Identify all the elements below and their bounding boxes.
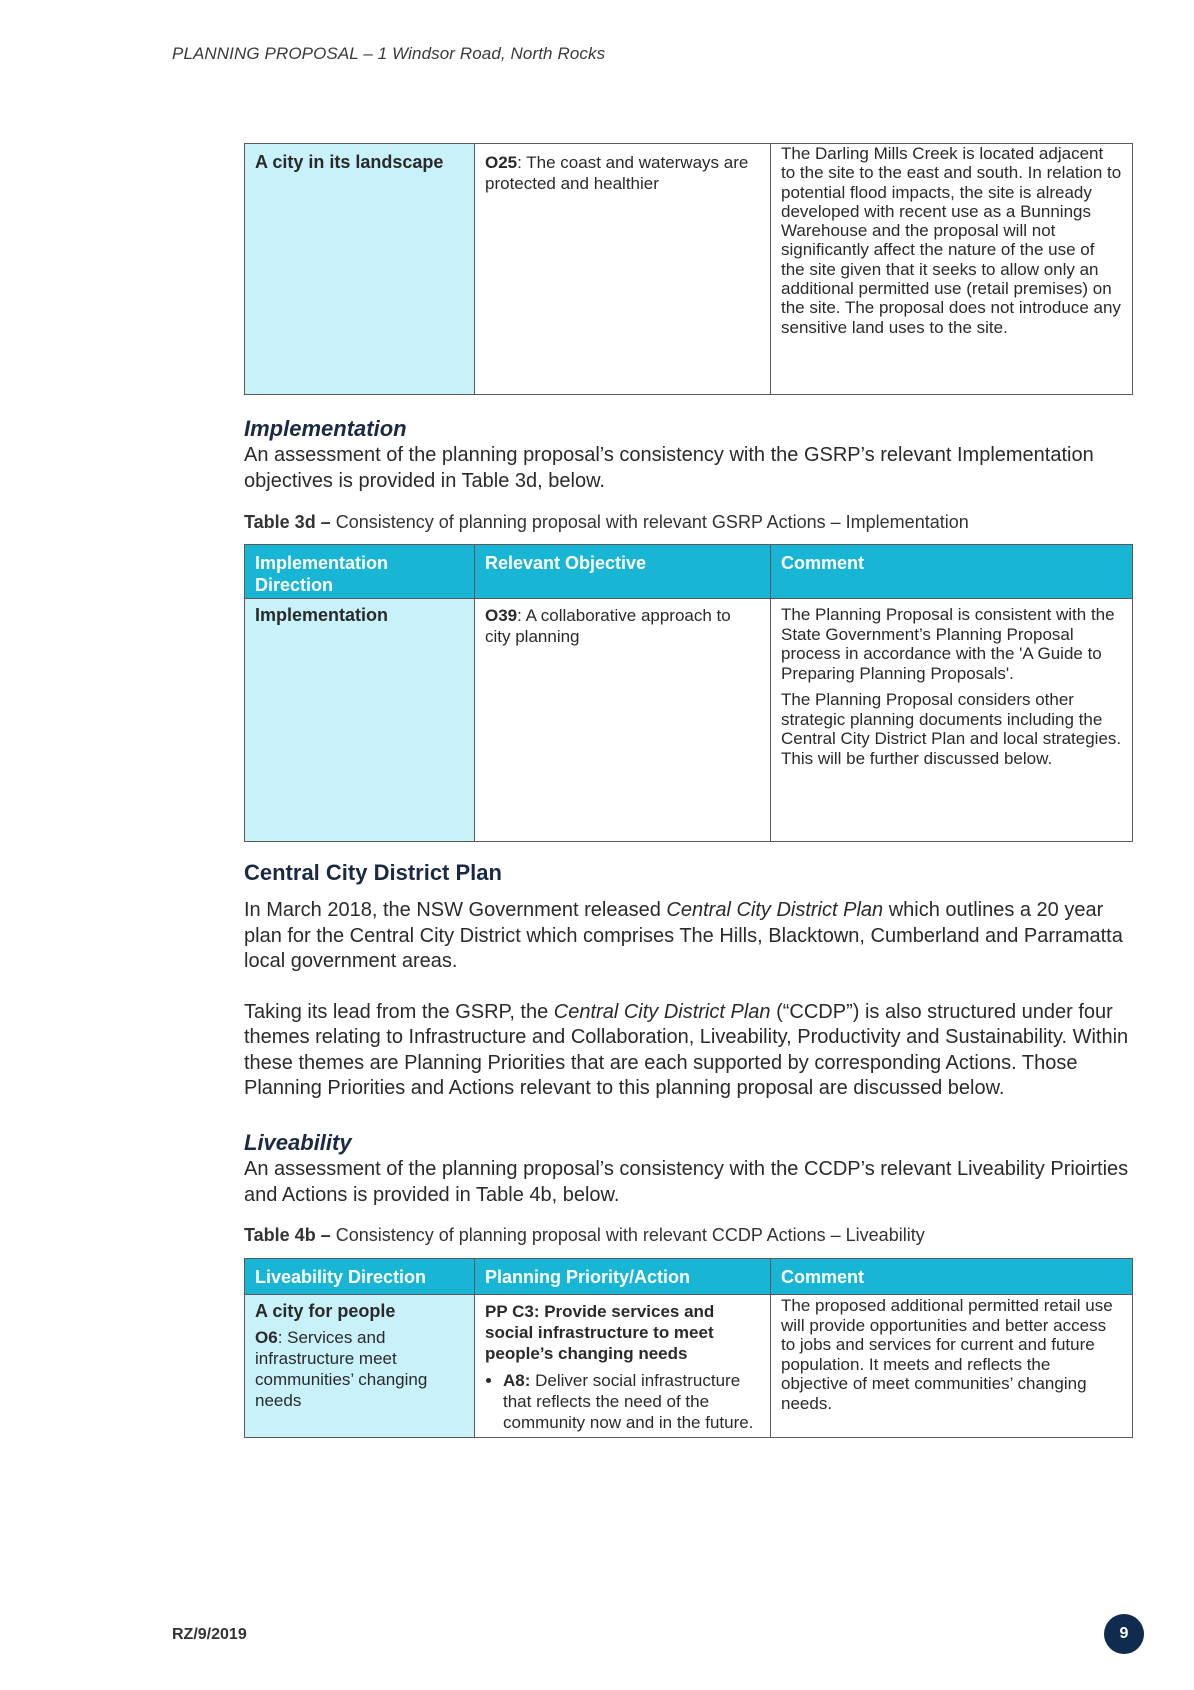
objective-code: O39	[485, 606, 518, 625]
implementation-heading: Implementation	[244, 416, 407, 441]
table-4b	[244, 1258, 1133, 1438]
table-4b-caption-text: Consistency of planning proposal with relevant CCDP Actions – Liveability	[335, 1225, 925, 1245]
ccdp-paragraph-2	[244, 1000, 1132, 1102]
table-row	[245, 599, 1133, 842]
liveability-section	[244, 1130, 1132, 1208]
table-landscape	[244, 143, 1133, 395]
comment-cell	[771, 599, 1133, 842]
objective	[255, 1327, 464, 1411]
ccdp-p1-title: Central City District Plan	[666, 899, 884, 921]
column-header: Relevant Objective	[475, 545, 771, 599]
table-row	[245, 1295, 1133, 1438]
objective-code: O6	[255, 1328, 278, 1347]
planning-priority: PP C3: Provide services and social infrastructure to meet people’s changing needs	[485, 1302, 715, 1363]
action-text: Deliver social infrastructure that reflects the need of the community now and in the future.	[503, 1371, 754, 1432]
column-header: Comment	[771, 545, 1133, 599]
direction-label: Implementation	[255, 605, 389, 625]
ccdp-p1-text: which outlines a 20 year plan for the Central City District which comprises The Hills, Blacktown, Cumberland and Parramatta local government areas.	[244, 899, 1123, 972]
table-4b-container	[244, 1258, 1132, 1438]
comment-paragraph: The Planning Proposal is consistent with the State Government’s Planning Proposal process in accordance with the 'A Guide to Preparing Planning Proposals'.	[781, 605, 1115, 683]
direction-cell	[245, 144, 475, 395]
ccdp-section	[244, 860, 1132, 1102]
column-header: Liveability Direction	[245, 1259, 475, 1295]
document-reference: RZ/9/2019	[172, 1626, 247, 1643]
column-header: Comment	[771, 1259, 1133, 1295]
comment-cell	[771, 144, 1133, 395]
column-header: Implementation Direction	[245, 545, 475, 599]
action-code: A8:	[503, 1371, 531, 1390]
direction-label: A city in its landscape	[255, 152, 444, 172]
comment-paragraph: The Planning Proposal considers other strategic planning documents including the Central City District Plan and local strategies. This will be further discussed below.	[781, 690, 1122, 768]
comment-text: The Darling Mills Creek is located adjacent to the site to the east and south. In relation to potential flood impacts, the site is already developed with recent use as a Bunnings Warehouse and the proposal will not significantly affect the nature of the use of the site given that it seeks to allow only an additional permitted use (retail premises) on the site. The proposal does not introduce any sensitive land uses to the site.	[781, 144, 1122, 337]
objective-cell	[475, 144, 771, 395]
liveability-intro: An assessment of the planning proposal’s consistency with the CCDP’s relevant Liveability Prioirties and Actions is provided in Table 4b, below.	[244, 1158, 1129, 1206]
page-number: 9	[1104, 1614, 1144, 1654]
objective-code: O25	[485, 153, 518, 172]
table-header-row	[245, 1259, 1133, 1295]
ccdp-p2-text: Taking its lead from the GSRP, the	[244, 1000, 554, 1023]
table-3d-caption-text: Consistency of planning proposal with relevant GSRP Actions – Implementation	[335, 512, 969, 532]
table-row	[245, 144, 1133, 395]
comment-text: The proposed additional permitted retail use will provide opportunities and better access to jobs and services for current and future population. It meets and reflects the objective of meet communities’ changing needs.	[781, 1296, 1113, 1413]
column-header: Planning Priority/Action	[475, 1259, 771, 1295]
ccdp-p2-text: (“CCDP”) is also structured under four themes relating to Infrastructure and Collaboration, Liveability, Productivity and Sustainability. Within these themes are Planning Priorities that are each supported by corresponding Actions. Those Planning Priorities and Actions relevant to this planning proposal are discussed below.	[244, 1000, 1129, 1099]
direction-cell	[245, 1295, 475, 1438]
objective-text: : A collaborative approach to city planning	[485, 606, 731, 646]
implementation-intro: An assessment of the planning proposal’s consistency with the GSRP’s relevant Implementation objectives is provided in Table 3d, below.	[244, 444, 1094, 492]
objective-text: : Services and infrastructure meet communities’ changing needs	[255, 1328, 428, 1410]
table-3d-caption	[244, 512, 1132, 533]
implementation-section	[244, 416, 1132, 494]
objective-cell	[475, 599, 771, 842]
list-item	[503, 1370, 760, 1433]
objective-text: : The coast and waterways are protected and healthier	[485, 153, 749, 193]
table-3d	[244, 544, 1133, 842]
ccdp-p2-title: Central City District Plan	[553, 1000, 771, 1023]
table-3d-container	[244, 544, 1132, 842]
ccdp-paragraph-1	[244, 898, 1132, 975]
ccdp-heading: Central City District Plan	[244, 860, 502, 885]
ccdp-p1-text: In March 2018, the NSW Government released	[244, 899, 667, 921]
priority-cell	[475, 1295, 771, 1438]
table-4b-caption-label: Table 4b –	[244, 1225, 331, 1245]
table-top-container	[244, 143, 1132, 395]
action-list	[485, 1370, 760, 1433]
page-header: PLANNING PROPOSAL – 1 Windsor Road, North Rocks	[172, 44, 606, 63]
table-4b-caption	[244, 1225, 1132, 1246]
comment-cell	[771, 1295, 1133, 1438]
direction-cell	[245, 599, 475, 842]
liveability-heading: Liveability	[244, 1130, 352, 1155]
table-header-row	[245, 545, 1133, 599]
table-3d-caption-label: Table 3d –	[244, 512, 331, 532]
direction-label: A city for people	[255, 1301, 396, 1321]
